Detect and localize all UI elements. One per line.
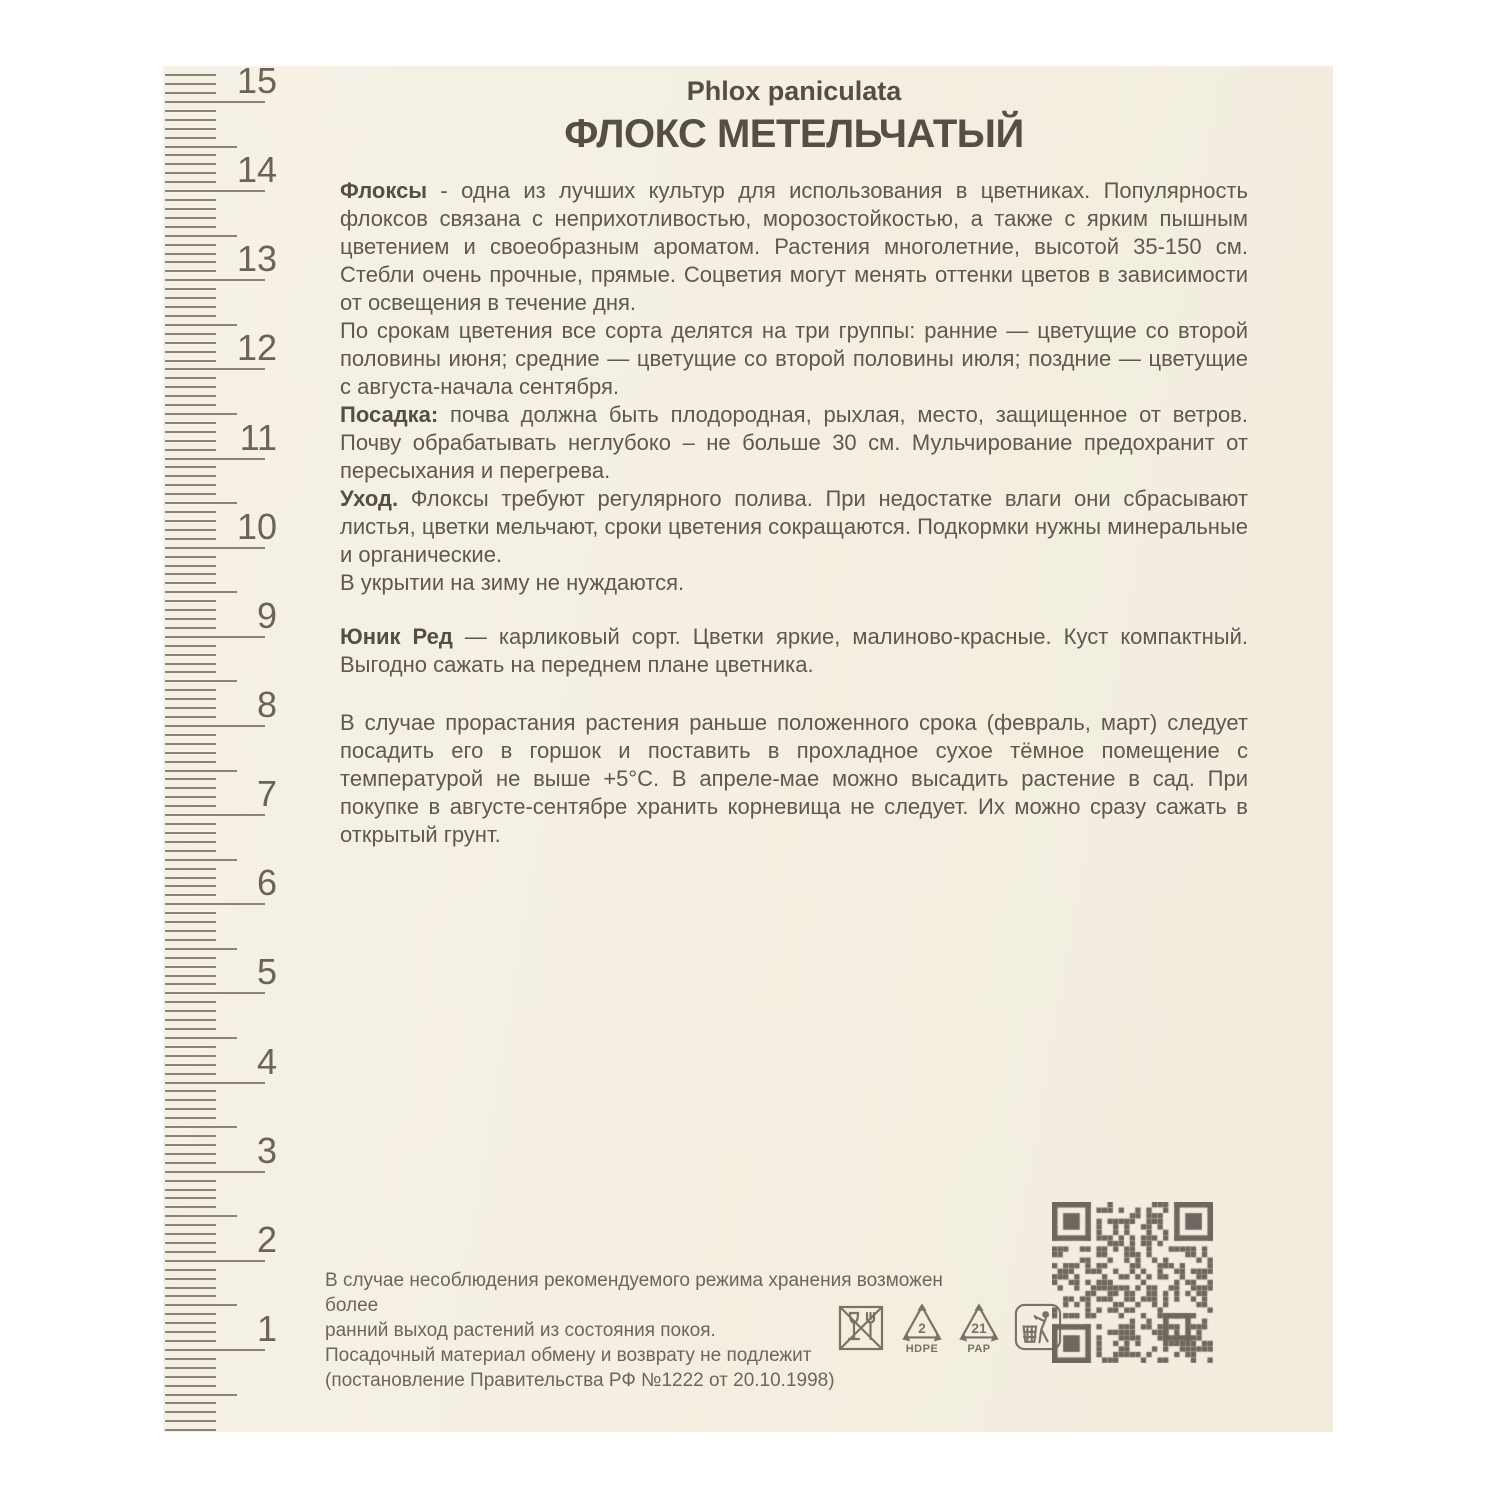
- ruler-tick: [165, 743, 216, 745]
- ruler-tick: [165, 137, 216, 139]
- ruler-tick: [165, 1010, 216, 1012]
- ruler-tick: [165, 1090, 216, 1092]
- ruler-number: 8: [256, 683, 277, 725]
- ruler-tick: [165, 636, 265, 638]
- ruler-tick: [165, 217, 216, 219]
- ruler-tick: [165, 939, 216, 941]
- ruler-tick: [165, 1019, 216, 1021]
- ruler-tick: [165, 1367, 216, 1369]
- recycling-hdpe-icon: [900, 1302, 944, 1355]
- ruler-tick: [165, 1108, 216, 1110]
- ruler-tick: [165, 734, 216, 736]
- ruler-number: 3: [256, 1129, 277, 1171]
- ruler-tick: [165, 226, 216, 228]
- ruler-tick: [165, 1189, 216, 1191]
- ruler-tick: [165, 475, 216, 477]
- ruler-tick: [165, 1028, 216, 1030]
- ruler: [163, 60, 288, 1432]
- ruler-tick: [165, 1171, 265, 1173]
- ruler-tick: [165, 1295, 216, 1297]
- packet-content: [340, 66, 1248, 849]
- ruler-tick: [165, 119, 216, 121]
- ruler-tick: [165, 190, 265, 192]
- ruler-tick: [165, 1082, 265, 1084]
- ruler-tick: [165, 1269, 216, 1271]
- ruler-tick: [165, 146, 237, 148]
- ruler-tick: [165, 502, 237, 504]
- ruler-tick: [165, 573, 216, 575]
- ruler-tick: [165, 1099, 216, 1101]
- ruler-tick: [165, 1411, 216, 1413]
- paragraph-text: Флоксы требуют регулярного полива. При недостатке влаги они сбрасывают листья, цветки мельчают, сроки цветения сокращаются. Подкормки нужны минеральные и органические.: [340, 486, 1248, 567]
- ruler-number: 5: [256, 951, 277, 993]
- ruler-tick: [165, 458, 265, 460]
- ruler-tick: [165, 663, 216, 665]
- ruler-tick: [165, 770, 237, 772]
- ruler-tick: [165, 565, 216, 567]
- ruler-tick: [165, 306, 216, 308]
- ruler-tick: [165, 1260, 265, 1262]
- ruler-tick: [165, 484, 216, 486]
- ruler-tick: [165, 110, 216, 112]
- ruler-number: 6: [256, 862, 277, 904]
- resin-code: 2: [918, 1320, 926, 1336]
- ruler-number: 2: [256, 1218, 277, 1260]
- ruler-tick: [165, 591, 237, 593]
- ruler-tick: [165, 279, 265, 281]
- legal-note-line: Посадочный материал обмену и возврату не подлежит: [325, 1345, 812, 1366]
- ruler-tick: [165, 208, 216, 210]
- ruler-tick: [165, 297, 216, 299]
- legal-note-line: (постановление Правительства РФ №1222 от 20.10.1998): [325, 1370, 835, 1391]
- variety-text: — карликовый сорт. Цветки яркие, малиново-красные. Куст компактный. Выгодно сажать на переднем плане цветника.: [340, 624, 1249, 677]
- ruler-tick: [165, 377, 216, 379]
- latin-name: Phlox paniculata: [686, 76, 902, 106]
- variety-paragraph: [340, 623, 1248, 679]
- ruler-number: 10: [236, 505, 277, 547]
- ruler-tick: [165, 1287, 216, 1289]
- resin-code: 21: [971, 1320, 987, 1336]
- ruler-number: 12: [236, 327, 277, 369]
- ruler-tick: [165, 493, 216, 495]
- ruler-tick: [165, 912, 216, 914]
- ruler-tick: [165, 368, 265, 370]
- paragraph-care: [340, 485, 1248, 569]
- ruler-tick: [165, 404, 216, 406]
- ruler-tick: [165, 1037, 237, 1039]
- ruler-tick: [165, 386, 216, 388]
- ruler-tick: [165, 645, 216, 647]
- ruler-tick: [165, 1429, 216, 1431]
- ruler-tick: [165, 547, 265, 549]
- ruler-tick: [165, 841, 216, 843]
- ruler-tick: [165, 903, 265, 905]
- ruler-tick: [165, 671, 216, 673]
- ruler-tick: [165, 654, 216, 656]
- paragraph-text: почва должна быть плодородная, рыхлая, место, защищенное от ветров. Почву обрабатывать неглубоко – не больше 30 см. Мульчирование предохранит от пересыхания и перегрева.: [340, 402, 1248, 483]
- ruler-number: 13: [236, 238, 277, 280]
- legal-note-line: ранний выход растений из состояния покоя.: [325, 1320, 716, 1341]
- paragraph-text: В укрытии на зиму не нуждаются.: [340, 570, 685, 595]
- ruler-tick: [165, 128, 216, 130]
- ruler-number: 11: [239, 416, 277, 458]
- paragraph-lead: Флоксы: [340, 178, 428, 203]
- ruler-tick: [165, 1385, 216, 1387]
- ruler-tick: [165, 930, 216, 932]
- ruler-tick: [165, 823, 216, 825]
- paragraph-text: По срокам цветения все сорта делятся на три группы: ранние — цветущие со второй половины июня; средние — цветущие со второй половины июля; поздние — цветущие с августа-начала сентября.: [340, 318, 1248, 399]
- ruler-tick: [165, 582, 216, 584]
- paragraph-bloom-terms: [340, 317, 1248, 401]
- ruler-tick: [165, 1197, 216, 1199]
- paragraph-lead: Посадка:: [340, 402, 439, 427]
- seed-packet: [163, 60, 1333, 1432]
- storage-note: В случае прорастания растения раньше положенного срока (февраль, март) следует посадить его в горшок и поставить в прохладное сухое тёмное помещение с температурой не выше +5°С. В апреле-мае можно высадить растение в сад. При покупке в августе-сентябре хранить корневища не следует. Их можно сразу сажать в открытый грунт.: [340, 710, 1248, 847]
- ruler-tick: [165, 1117, 216, 1119]
- legal-note-line: В случае несоблюдения рекомендуемого режима хранения возможен более: [325, 1270, 943, 1316]
- ruler-tick: [165, 1420, 216, 1422]
- ruler-tick: [165, 832, 216, 834]
- ruler-tick: [165, 680, 237, 682]
- ruler-tick: [165, 1349, 265, 1351]
- paragraph-winter: [340, 569, 1248, 597]
- ruler-number: 4: [256, 1040, 277, 1082]
- recycling-pap-icon: [957, 1302, 1001, 1355]
- ruler-tick: [165, 199, 216, 201]
- packet-title: ФЛОКС МЕТЕЛЬЧАТЫЙ: [564, 112, 1024, 156]
- ruler-tick: [165, 1206, 216, 1208]
- ruler-tick: [165, 288, 216, 290]
- ruler-number: 15: [236, 60, 277, 101]
- ruler-tick: [165, 859, 237, 861]
- ruler-tick: [165, 1376, 216, 1378]
- ruler-tick: [165, 1180, 216, 1182]
- ruler-tick: [165, 1304, 237, 1306]
- ruler-tick: [165, 850, 216, 852]
- ruler-tick: [165, 992, 265, 994]
- ruler-tick: [165, 1001, 216, 1003]
- ruler-tick: [165, 1126, 237, 1128]
- ruler-tick: [165, 395, 216, 397]
- recycling-material-label: HDPE: [905, 1343, 939, 1355]
- paragraph-text: - одна из лучших культур для использования в цветниках. Популярность флоксов связана с неприхотливостью, морозостойкостью, а также с ярким пышным цветением и своеобразным ароматом. Растения многолетние, высотой 35-150 см. Стебли очень прочные, прямые. Соцветия могут менять оттенки цветов в зависимости от освещения в течение дня.: [340, 178, 1248, 315]
- paragraph-planting: [340, 401, 1248, 485]
- ruler-tick: [165, 725, 265, 727]
- ruler-tick: [165, 761, 216, 763]
- packaging-icons: [835, 1302, 1062, 1355]
- ruler-number: 1: [256, 1307, 277, 1349]
- ruler-tick: [165, 921, 216, 923]
- ruler-tick: [165, 315, 216, 317]
- qr-code: [1052, 1202, 1213, 1363]
- ruler-tick: [165, 235, 237, 237]
- ruler-tick: [165, 466, 216, 468]
- ruler-number: 9: [256, 594, 277, 636]
- paragraph-flowers: [340, 177, 1248, 317]
- ruler-tick: [165, 752, 216, 754]
- ruler-tick: [165, 324, 237, 326]
- description-block: [340, 177, 1248, 597]
- ruler-number: 7: [256, 773, 277, 815]
- ruler-tick: [165, 814, 265, 816]
- ruler-tick: [165, 1358, 216, 1360]
- recycling-material-label: PAP: [967, 1343, 991, 1355]
- ruler-tick: [165, 556, 216, 558]
- not-for-food-contact-icon: [835, 1302, 887, 1354]
- ruler-tick: [165, 413, 237, 415]
- paragraph-lead: Уход.: [340, 486, 399, 511]
- ruler-tick: [165, 1215, 237, 1217]
- ruler-tick: [165, 101, 265, 103]
- ruler-tick: [165, 1278, 216, 1280]
- variety-name: Юник Ред: [340, 624, 453, 649]
- ruler-tick: [165, 1394, 237, 1396]
- ruler-tick: [165, 1402, 216, 1404]
- ruler-number: 14: [236, 149, 277, 191]
- ruler-tick: [165, 948, 237, 950]
